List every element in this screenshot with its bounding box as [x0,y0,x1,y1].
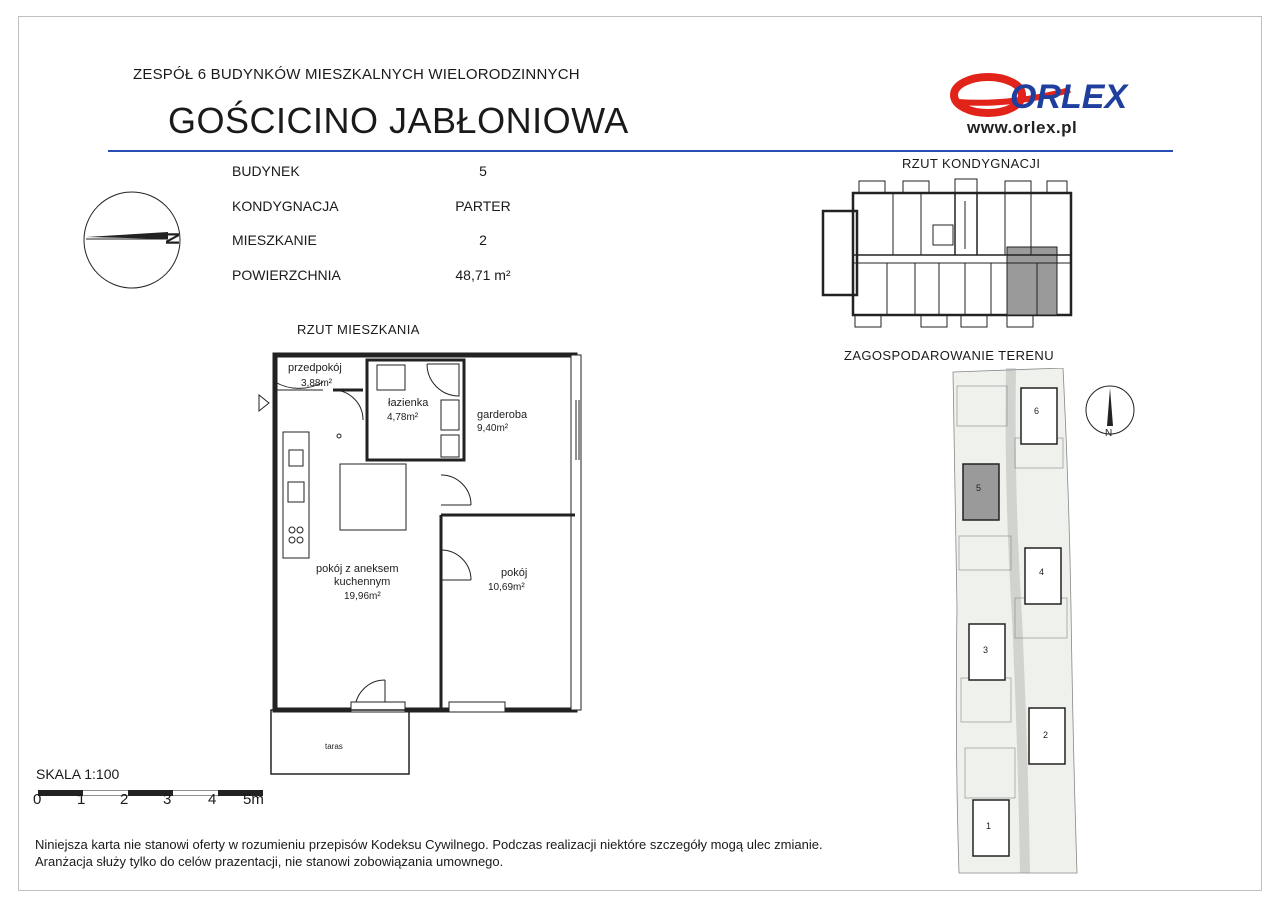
scale-label: SKALA 1:100 [36,766,120,782]
room-pokoj-aneks-name-2: kuchennym [334,576,391,588]
site-plan-title: ZAGOSPODAROWANIE TERENU [844,348,1055,363]
building-label-3: 3 [983,645,989,655]
floor-plan-title: RZUT KONDYGNACJI [902,156,1041,171]
kondygnacja-label: KONDYGNACJA [232,198,339,214]
powierzchnia-label: POWIERZCHNIA [232,267,341,283]
building-label-1: 1 [986,821,992,831]
apartment-plan-title: RZUT MIESZKANIA [297,322,420,337]
room-przedpokoj-name: przedpokój [288,362,342,374]
scale-bar [38,783,263,789]
site-plan [945,368,1150,876]
room-garderoba-area: 9,40m² [477,423,509,434]
room-garderoba-name: garderoba [477,409,528,421]
mieszkanie-value: 2 [479,232,487,248]
room-pokoj-area: 10,69m² [488,582,525,593]
logo-url: www.orlex.pl [967,118,1078,137]
scale-tick-2: 2 [120,791,129,808]
project-subtitle: ZESPÓŁ 6 BUDYNKÓW MIESZKALNYCH WIELORODZINNYCH [133,66,580,83]
disclaimer-line-1: Niniejsza karta nie stanowi oferty w rozumieniu przepisów Kodeksu Cywilnego. Podczas realizacji niektóre szczegóły mogą ulec zmianie. [35,837,823,852]
project-title: GOŚCICINO JABŁONIOWA [168,100,629,141]
mieszkanie-label: MIESZKANIE [232,232,317,248]
header-divider [108,150,1173,152]
room-pokoj-name: pokój [501,567,528,579]
scale-tick-0: 0 [33,791,42,808]
north-compass [80,190,184,294]
powierzchnia-value: 48,71 m² [455,267,511,283]
orlex-logo [950,72,1175,117]
room-przedpokoj-area: 3,88m² [301,378,333,389]
room-taras-name: taras [325,742,343,751]
disclaimer-line-2: Aranżacja służy tylko do celów prazentacji, nie stanowi zobowiązania umownego. [35,854,504,869]
floor-plan [815,175,1075,333]
logo-text: ORLEX [1010,78,1128,116]
compass-label: N [162,232,182,245]
room-pokoj-aneks-name-1: pokój z aneksem [316,563,399,575]
room-lazienka-name: łazienka [388,397,429,409]
budynek-label: BUDYNEK [232,163,300,179]
orlex-logo-graphic [950,72,1175,117]
budynek-value: 5 [479,163,487,179]
apartment-plan [255,340,595,780]
site-compass-label: N [1105,428,1113,439]
kondygnacja-value: PARTER [455,198,511,214]
scale-tick-1: 1 [77,791,86,808]
building-label-4: 4 [1039,567,1045,577]
room-pokoj-aneks-area: 19,96m² [344,591,381,602]
scale-tick-5m: 5m [243,791,264,808]
building-label-5: 5 [976,483,982,493]
room-lazienka-area: 4,78m² [387,412,419,423]
scale-tick-3: 3 [163,791,172,808]
scale-tick-4: 4 [208,791,217,808]
building-label-2: 2 [1043,730,1049,740]
disclaimer [35,836,823,870]
building-label-6: 6 [1034,406,1040,416]
